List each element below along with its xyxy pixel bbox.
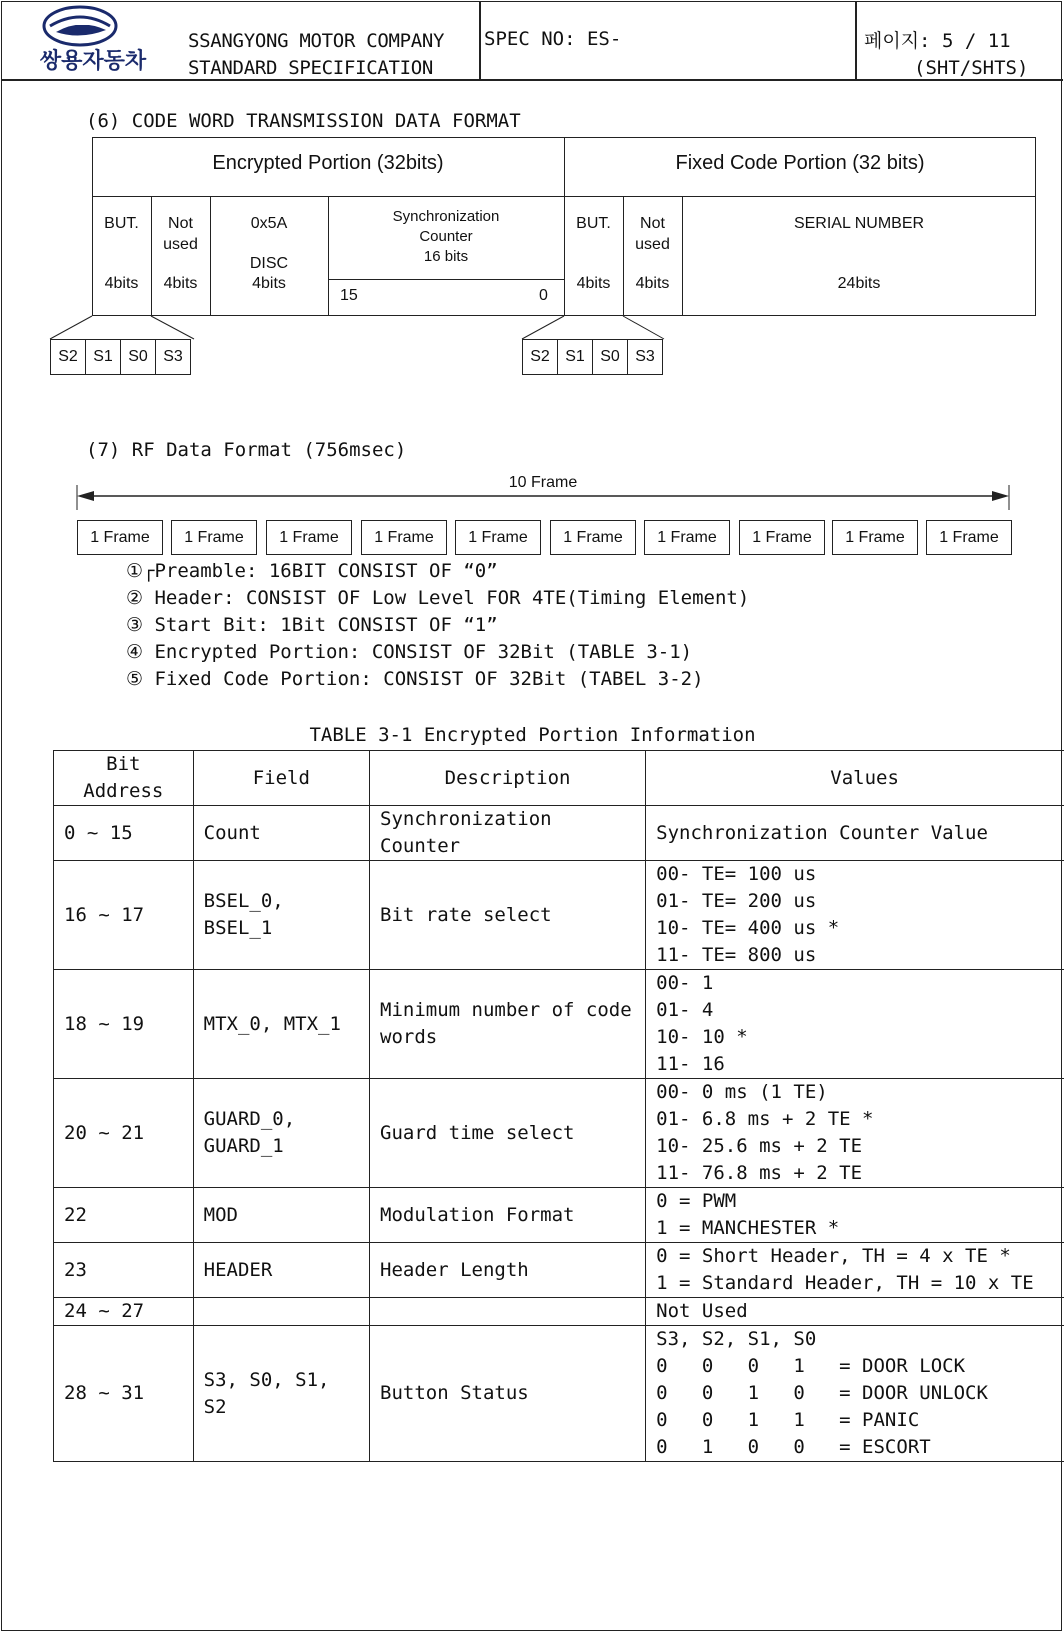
disc-field-bits: 4bits [252, 275, 286, 292]
column-header: Description [370, 751, 646, 806]
field-cell [193, 1298, 369, 1326]
encrypted-portion-table [53, 750, 1064, 1462]
frame-box: 1 Frame [361, 520, 447, 555]
field-cell: MTX_0, MTX_1 [193, 970, 369, 1079]
status-bit-box: S0 [120, 339, 156, 375]
notused-field-label: Not [168, 215, 193, 232]
page-number: 페이지: 5 / 11 [864, 30, 1011, 52]
table-header-row [54, 751, 1064, 806]
serial-number-label: SERIAL NUMBER [793, 215, 925, 232]
frame-box: 1 Frame [455, 520, 541, 555]
status-bit-box: S2 [50, 339, 86, 375]
table-row [54, 1298, 1064, 1326]
frame-box: 1 Frame [77, 520, 163, 555]
sync-msb: 15 [340, 287, 358, 304]
bit-address-cell: 22 [54, 1188, 194, 1243]
fixed-notused-label: used [635, 236, 670, 253]
note-encrypted-portion: ④ Encrypted Portion: CONSIST OF 32Bit (TABLE 3-1) [126, 641, 693, 663]
description-cell: Bit rate select [370, 861, 646, 970]
description-cell: Header Length [370, 1243, 646, 1298]
values-cell: 0 = PWM 1 = MANCHESTER * [646, 1188, 1064, 1243]
bit-address-cell: 18 ~ 19 [54, 970, 194, 1079]
field-cell: HEADER [193, 1243, 369, 1298]
description-cell: Modulation Format [370, 1188, 646, 1243]
column-header: Field [193, 751, 369, 806]
table-row [54, 806, 1064, 861]
note-fixed-code-portion: ⑤ Fixed Code Portion: CONSIST OF 32Bit (TABEL 3-2) [126, 668, 704, 690]
frame-box: 1 Frame [550, 520, 636, 555]
values-cell: 00- TE= 100 us 01- TE= 200 us 10- TE= 400 us * 11- TE= 800 us [646, 861, 1064, 970]
fixed-code-portion-title: Fixed Code Portion (32 bits) [675, 152, 925, 174]
note-header: ② Header: CONSIST OF Low Level FOR 4TE(Timing Element) [126, 587, 750, 609]
fixed-notused-label: Not [640, 215, 665, 232]
field-cell: Count [193, 806, 369, 861]
sync-lsb: 0 [539, 287, 548, 304]
section6-title: (6) CODE WORD TRANSMISSION DATA FORMAT [86, 110, 521, 132]
sync-counter-label: Synchronization [392, 208, 500, 225]
note-start-bit: ③ Start Bit: 1Bit CONSIST OF “1” [126, 614, 498, 636]
frame-box: 1 Frame [832, 520, 918, 555]
bit-address-cell: 0 ~ 15 [54, 806, 194, 861]
field-cell: S3, S0, S1, S2 [193, 1326, 369, 1462]
bit-address-cell: 16 ~ 17 [54, 861, 194, 970]
description-cell: Synchronization Counter [370, 806, 646, 861]
table-row [54, 1243, 1064, 1298]
standard-spec-label: STANDARD SPECIFICATION [188, 57, 434, 79]
values-cell: Not Used [646, 1298, 1064, 1326]
spec-number: SPEC NO: ES- [484, 28, 622, 50]
section7-title: (7) RF Data Format (756msec) [86, 439, 407, 461]
ten-frame-arrow [2, 2, 1064, 522]
disc-field-label: DISC [249, 255, 289, 272]
description-cell: Minimum number of code words [370, 970, 646, 1079]
values-cell: 0 = Short Header, TH = 4 x TE * 1 = Standard Header, TH = 10 x TE [646, 1243, 1064, 1298]
but-field-label: BUT. [104, 215, 139, 232]
logo-text: 쌍용자동차 [39, 49, 147, 74]
fixed-but-bits: 4bits [576, 275, 611, 292]
frame-box: 1 Frame [171, 520, 257, 555]
sync-counter-label: Counter [419, 228, 473, 245]
notused-field-label: used [163, 236, 198, 253]
values-cell: Synchronization Counter Value [646, 806, 1064, 861]
disc-value: 0x5A [250, 215, 288, 232]
values-cell: 00- 0 ms (1 TE) 01- 6.8 ms + 2 TE * 10- 25.6 ms + 2 TE 11- 76.8 ms + 2 TE [646, 1079, 1064, 1188]
table-row [54, 1188, 1064, 1243]
table-row [54, 970, 1064, 1079]
status-bit-box: S1 [85, 339, 121, 375]
bit-address-cell: 24 ~ 27 [54, 1298, 194, 1326]
table-row [54, 1326, 1064, 1462]
description-cell: Button Status [370, 1326, 646, 1462]
status-bit-box: S3 [155, 339, 191, 375]
frame-box: 1 Frame [739, 520, 825, 555]
sync-counter-bits: 16 bits [423, 248, 469, 265]
note-preamble: ①┌Preamble: 16BIT CONSIST OF “0” [126, 560, 498, 582]
table-row [54, 861, 1064, 970]
fixed-notused-bits: 4bits [635, 275, 670, 292]
frame-box: 1 Frame [644, 520, 730, 555]
description-cell [370, 1298, 646, 1326]
fixed-but-label: BUT. [576, 215, 611, 232]
values-cell: S3, S2, S1, S0 0 0 0 1 = DOOR LOCK 0 0 1 0 = DOOR UNLOCK 0 0 1 1 = PANIC 0 1 0 0 = ESCORT [646, 1326, 1064, 1462]
ten-frame-label: 10 Frame [508, 474, 578, 491]
status-bit-box: S1 [557, 339, 593, 375]
table-row [54, 1079, 1064, 1188]
encrypted-portion-title: Encrypted Portion (32bits) [212, 152, 444, 174]
values-cell: 00- 1 01- 4 10- 10 * 11- 16 [646, 970, 1064, 1079]
page-sheets: (SHT/SHTS) [914, 57, 1029, 79]
status-bit-box: S0 [592, 339, 628, 375]
column-header: Values [646, 751, 1064, 806]
status-bit-box: S2 [522, 339, 558, 375]
serial-number-bits: 24bits [837, 275, 881, 292]
frame-box: 1 Frame [926, 520, 1012, 555]
field-cell: BSEL_0, BSEL_1 [193, 861, 369, 970]
description-cell: Guard time select [370, 1079, 646, 1188]
status-bit-box: S3 [627, 339, 663, 375]
notused-field-bits: 4bits [163, 275, 198, 292]
column-header: Bit Address [54, 751, 194, 806]
bit-address-cell: 28 ~ 31 [54, 1326, 194, 1462]
spec-page [1, 1, 1062, 1631]
bit-address-cell: 23 [54, 1243, 194, 1298]
company-name: SSANGYONG MOTOR COMPANY [188, 30, 445, 52]
but-field-bits: 4bits [104, 275, 139, 292]
field-cell: GUARD_0, GUARD_1 [193, 1079, 369, 1188]
frame-box: 1 Frame [266, 520, 352, 555]
table-caption: TABLE 3-1 Encrypted Portion Information [309, 724, 756, 746]
field-cell: MOD [193, 1188, 369, 1243]
bit-address-cell: 20 ~ 21 [54, 1079, 194, 1188]
